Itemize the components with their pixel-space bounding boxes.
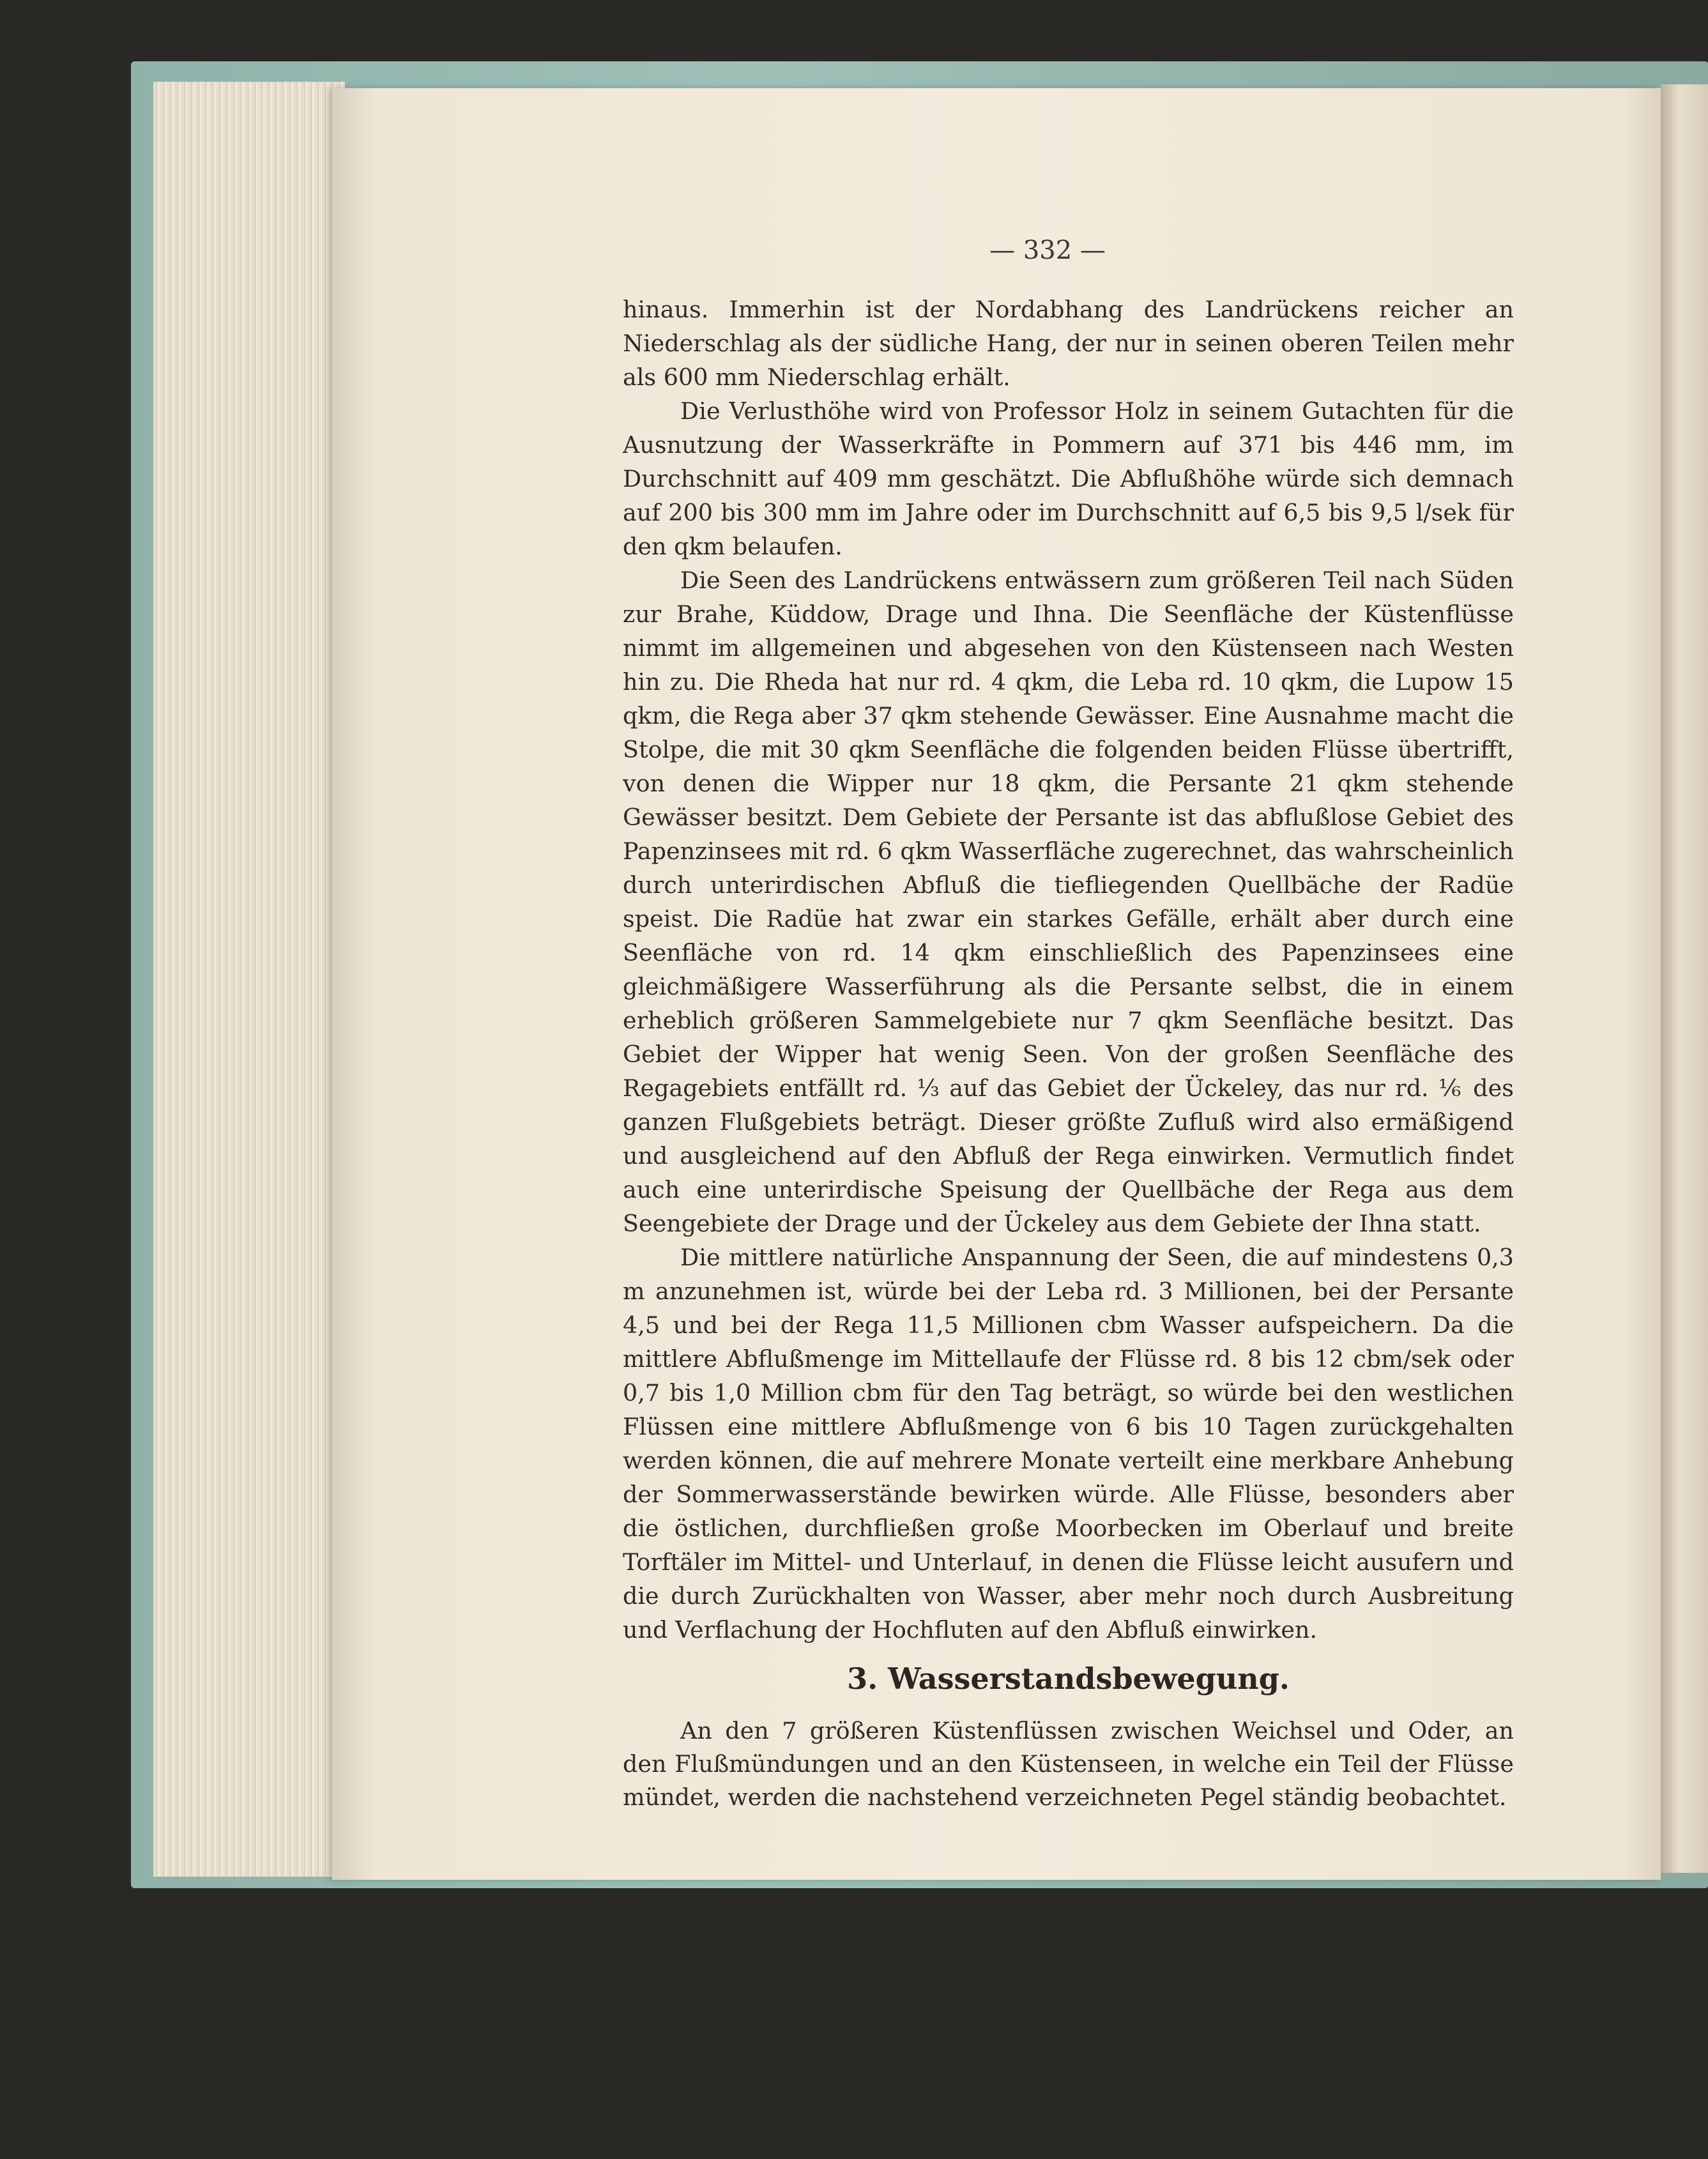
paragraph-4: Die mittlere natürliche Anspannung der Seen, die auf mindestens 0,3 m anzunehmen ist, würde bei der Leba rd. 3 Millionen, bei der Persante 4,5 und bei der Rega 11,5 Millionen cbm Wasser aufspeichern. Da die mittlere Abflußmenge im Mittellaufe der Flüsse rd. 8 bis 12 cbm/sek oder 0,7 bis 1,0 Million cbm für den Tag beträgt, so würde bei den westlichen Flüssen eine mittlere Abflußmenge von 6 bis 10 Tagen zurückgehalten werden können, die auf mehrere Monate verteilt eine merkbare Anhebung der Sommerwasserstände bewirken würde. Alle Flüsse, besonders aber die östlichen, durchfließen große Moorbecken im Oberlauf und breite Torftäler im Mittel- und Unterlauf, in denen die Flüsse leicht ausufern und die durch Zurückhalten von Wasser, aber mehr noch durch Ausbreitung und Verflachung der Hochfluten auf den Abfluß einwirken. <box>623 1244 1514 1644</box>
paragraph-2: Die Verlusthöhe wird von Professor Holz in seinem Gutachten für die Ausnutzung der Wasserkräfte in Pommern auf 371 bis 446 mm, im Durchschnitt auf 409 mm geschätzt. Die Abflußhöhe würde sich demnach auf 200 bis 300 mm im Jahre oder im Durchschnitt auf 6,5 bis 9,5 l/sek für den qkm belaufen. <box>623 397 1514 560</box>
next-page-edge <box>1661 84 1708 1873</box>
paragraph-3: Die Seen des Landrückens entwässern zum größeren Teil nach Süden zur Brahe, Küddow, Drage und Ihna. Die Seenfläche der Küstenflüsse nimmt im allgemeinen und abgesehen von den Küstenseen nach Westen hin zu. Die Rheda hat nur rd. 4 qkm, die Leba rd. 10 qkm, die Lupow 15 qkm, die Rega aber 37 qkm stehende Gewässer. Eine Ausnahme macht die Stolpe, die mit 30 qkm Seenfläche die folgenden beiden Flüsse übertrifft, von denen die Wipper nur 18 qkm, die Persante 21 qkm stehende Gewässer besitzt. Dem Gebiete der Persante ist das abflußlose Gebiet des Papenzinsees mit rd. 6 qkm Wasserfläche zugerechnet, das wahrscheinlich durch unterirdischen Abfluß die tiefliegenden Quellbäche der Radüe speist. Die Radüe hat zwar ein starkes Gefälle, erhält aber durch eine Seenfläche von rd. 14 qkm einschließlich des Papenzinsees eine gleichmäßigere Wasserführung als die Persante selbst, die in einem erheblich größeren Sammelgebiete nur 7 qkm Seenfläche besitzt. Das Gebiet der Wipper hat wenig Seen. Von der großen Seenfläche des Regagebiets entfällt rd. ⅓ auf das Gebiet der Ückeley, das nur rd. ⅙ des ganzen Flußgebiets beträgt. Dieser größte Zufluß wird also ermäßigend und ausgleichend auf den Abfluß der Rega einwirken. Vermutlich findet auch eine unterirdische Speisung der Quellbäche der Rega aus dem Seengebiete der Drage und der Ückeley aus dem Gebiete der Ihna statt. <box>623 567 1514 1237</box>
section-heading: 3. Wasserstandsbewegung. <box>847 1661 1290 1696</box>
section-paragraph: An den 7 größeren Küstenflüssen zwischen Weichsel und Oder, an den Flußmündungen und an den Küstenseen, in welche ein Teil der Flüsse mündet, werden die nachstehend verzeichneten Pegel ständig beobachtet. <box>623 1717 1514 1811</box>
section-body <box>623 1714 1514 1814</box>
body-text <box>623 293 1514 1647</box>
page-number-header: — 332 — <box>989 236 1106 265</box>
page-edges <box>153 82 345 1877</box>
paragraph-1: hinaus. Immerhin ist der Nordabhang des Landrückens reicher an Niederschlag als der südliche Hang, der nur in seinen oberen Teilen mehr als 600 mm Niederschlag erhält. <box>623 296 1514 391</box>
